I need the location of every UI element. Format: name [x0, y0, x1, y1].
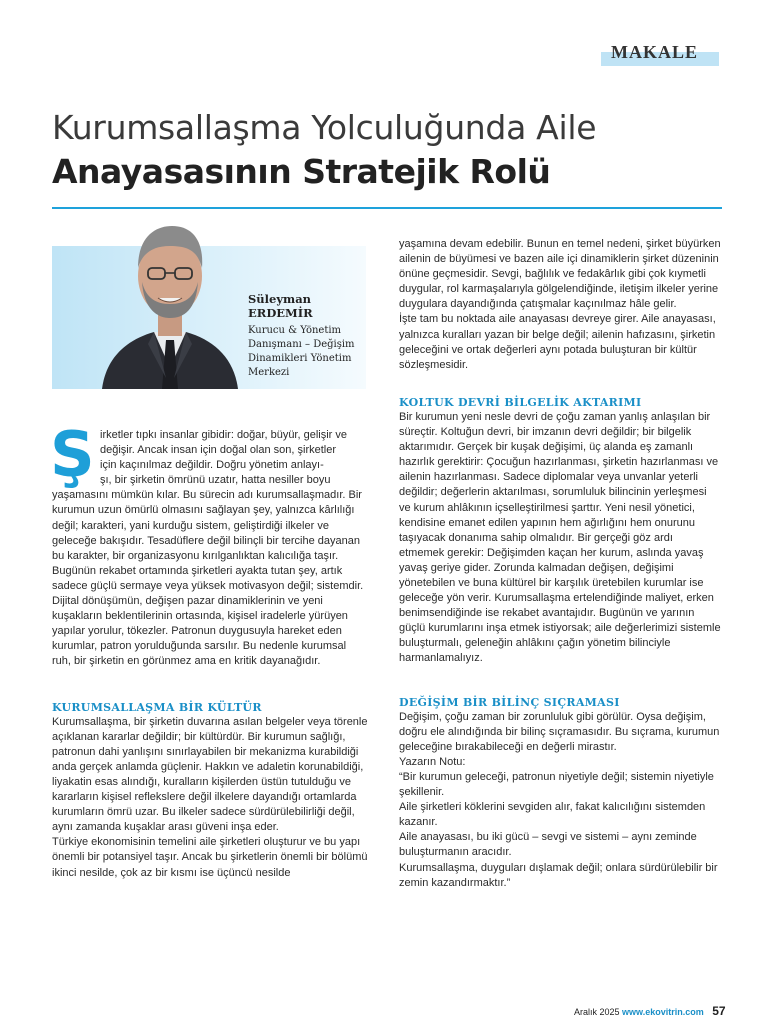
section-heading-koltuk: KOLTUK DEVRİ BİLGELİK AKTARIMI [399, 395, 642, 409]
article-title-line2: Anayasasının Stratejik Rolü [52, 152, 551, 191]
body-paragraph: Bir kurumun yeni nesle devri de çoğu zaman yanlış anlaşılan bir süreçtir. Koltuğun devri, bir imzanın devri değildir; bir bilgelik aktarımıdır. Gerçek bir kuşak değişimi, üç alanda eş zamanlı hazırlık gerektirir: Çocuğun hazırlanması, şirketin hazırlanması ve ailenin hazırlanması. Sadece diplomalar veya unvanlar yeterli değildir; değerlerin aktarılması, sorumluluk bilincinin yerleşmesi ve kurum ahlâkının içselleştirilmesi şarttır. Yeni nesil yönetici, kendisine emanet edilen yapının hem ağırlığını hem onurunu taşıyacak donanıma sahip olmalıdır. Bir gerçeği göz ardı etmemek gerekir: Değişimden kaçan her kurum, aslında yavaş yavaş geriye gider. Zorunda kalmadan değişen, değişimi yönetebilen ve buna kültürel bir karşılık üretebilen kurumlar ise geleceğe yön verir. Kurumsallaşma ertelendiğinde maliyet, erken benimsendiğinde ise rekabet avantajıdır. Bugünün ve yarının güçlü kurumlarını inşa etmek istiyorsak; aile değerlerimizi sistemle buluşturmalı, geleneğin ahlâkını çağın yönetim bilinciyle harmanlamalıyız. [399, 410, 721, 665]
section-tag: MAKALE [611, 42, 698, 62]
section-heading-degisim: DEĞİŞİM BİR BİLİNÇ SIÇRAMASI [399, 695, 620, 709]
page-footer [574, 1004, 726, 1018]
body-paragraph: Türkiye ekonomisinin temelini aile şirketleri oluşturur ve bu yapı önemli bir potansiyel taşır. Ancak bu şirketlerin önemli bir bölümü ikinci nesilde, çok az bir kısmı ise üçüncü nesilde [52, 836, 368, 879]
quote-line: Kurumsallaşma, duyguları dışlamak değil; onlara sürdürülebilir bir zemin kazandırmaktır.” [399, 861, 718, 889]
author-role [248, 324, 366, 380]
body-paragraph: Yazarın Notu: [399, 755, 466, 768]
author-name [248, 292, 313, 320]
author-first-name: Süleyman [248, 292, 312, 306]
issue-date: Aralık 2025 [574, 1007, 620, 1017]
intro-line: şı, bir şirketin ömrünü uzatır, hatta nesiller boyu [100, 474, 331, 487]
author-role-line: Kurucu & Yönetim [248, 325, 342, 336]
right-column [399, 237, 721, 891]
body-paragraph: Değişim, çoğu zaman bir zorunluluk gibi görülür. Oysa değişim, doğru ele alındığında bir bilinç sıçramasıdır. Bu sıçrama, kurumun geleceğine bırakabileceği en değerli mirastır. [399, 710, 720, 753]
spacer [399, 667, 721, 695]
page-number: 57 [712, 1004, 726, 1018]
left-column [52, 428, 368, 881]
author-last-name: ERDEMİR [248, 306, 313, 320]
website-link[interactable]: www.ekovitrin.com [622, 1007, 704, 1017]
section-heading-kultur: KURUMSALLAŞMA BİR KÜLTÜR [52, 700, 262, 714]
drop-cap: Ş [50, 418, 95, 491]
body-paragraph: Bugünün rekabet ortamında şirketleri ayakta tutan şey, artık sadece güçlü sermaye veya yüksek motivasyon değil; sistemdir. Dijital dönüşümün, değişen pazar dinamiklerinin ve yeni kuşakların beklentilerinin ortasında, kişisel iradelerle yürüyen yapılar yorulur, tökezler. Patronun duygusuyla hareket eden kurumlar, patron yorulduğunda sarsılır. Bu nedenle kurumsal ruh, bir şirketin en görünmez ama en kritik dayanağıdır. [52, 564, 364, 668]
intro-line: irketler tıpkı insanlar gibidir: doğar, büyür, gelişir ve [100, 429, 348, 441]
quote-line: Aile anayasası, bu iki gücü – sevgi ve sistemi – aynı zeminde buluşturmanın aracıdır. [399, 831, 697, 859]
quote-line: Aile şirketleri köklerini sevgiden alır, fakat kalıcılığını sistemden kazanır. [399, 801, 706, 829]
author-photo [96, 218, 244, 389]
spacer [52, 670, 368, 700]
body-paragraph: yaşamına devam edebilir. Bunun en temel nedeni, şirket büyürken ailenin de büyümesi ve bazen aile içi dinamiklerin şirket düzeninin önüne geçmesidir. Sevgi, bağlılık ve fedakârlık gibi çok kıymetli duygular, rol karmaşalarıyla gölgelendiğinde, iletişim ilkeler yerine duygulara dayandığında çatışmalar kaçınılmaz hâle gelir. [399, 238, 721, 311]
body-paragraph: Kurumsallaşma, bir şirketin duvarına asılan belgeler veya törenle açıklanan kararlar değildir; bir kültürdür. Bir kurumun sağlığı, patronun dahi yanlışını sınırlayabilen bir mekanizma kurabildiği anda gerçek anlamda güçlenir. Hakkın ve adaletin korunabildiği, liyakatin esas alındığı, kuralların kişilerden üstün tutulduğu ve kararların kişisel reflekslere değil ilkelere dayandığı ortamlarda kurumların ömrü uzar. Bu ilkeler sadece sürdürülebilirliği değil, aynı zamanda kuşaklar arası güveni inşa eder. [52, 715, 368, 834]
title-divider [52, 207, 722, 209]
intro-line: değişir. Ancak insan için doğal olan son, şirketler [100, 444, 337, 457]
author-role-line: Merkezi [248, 367, 290, 378]
spacer [399, 373, 721, 395]
body-paragraph: İşte tam bu noktada aile anayasası devreye girer. Aile anayasası, yalnızca kuralları yazan bir belge değil; ailenin hafızasını, şirketin geleceğini ve ortak değerleri aynı potada buluşturan bir kültür sözleşmesidir. [399, 313, 716, 371]
author-role-line: Danışmanı – Değişim [248, 339, 355, 350]
intro-line: için kaçınılmaz değildir. Doğru yönetim anlayı- [100, 459, 324, 472]
body-paragraph: yaşamasını mümkün kılar. Bu sürecin adı kurumsallaşmadır. Bir kurumun uzun ömürlü olmasını sağlayan şey, yalnızca kârlılığı değil; karakteri, yani kurduğu sistem, geliştirdiği ilkeler ve geleceğe bakışıdır. Tesadüflere değil bilinçli bir tercihe dayanan bu karakter, bir organizasyonu kırılganlıktan kalıcılığa taşır. [52, 489, 362, 562]
article-title-line1: Kurumsallaşma Yolculuğunda Aile [52, 108, 597, 147]
author-role-line: Dinamikleri Yönetim [248, 353, 352, 364]
quote-line: “Bir kurumun geleceği, patronun niyetiyle değil; sistemin niyetiyle şekillenir. [399, 771, 714, 799]
